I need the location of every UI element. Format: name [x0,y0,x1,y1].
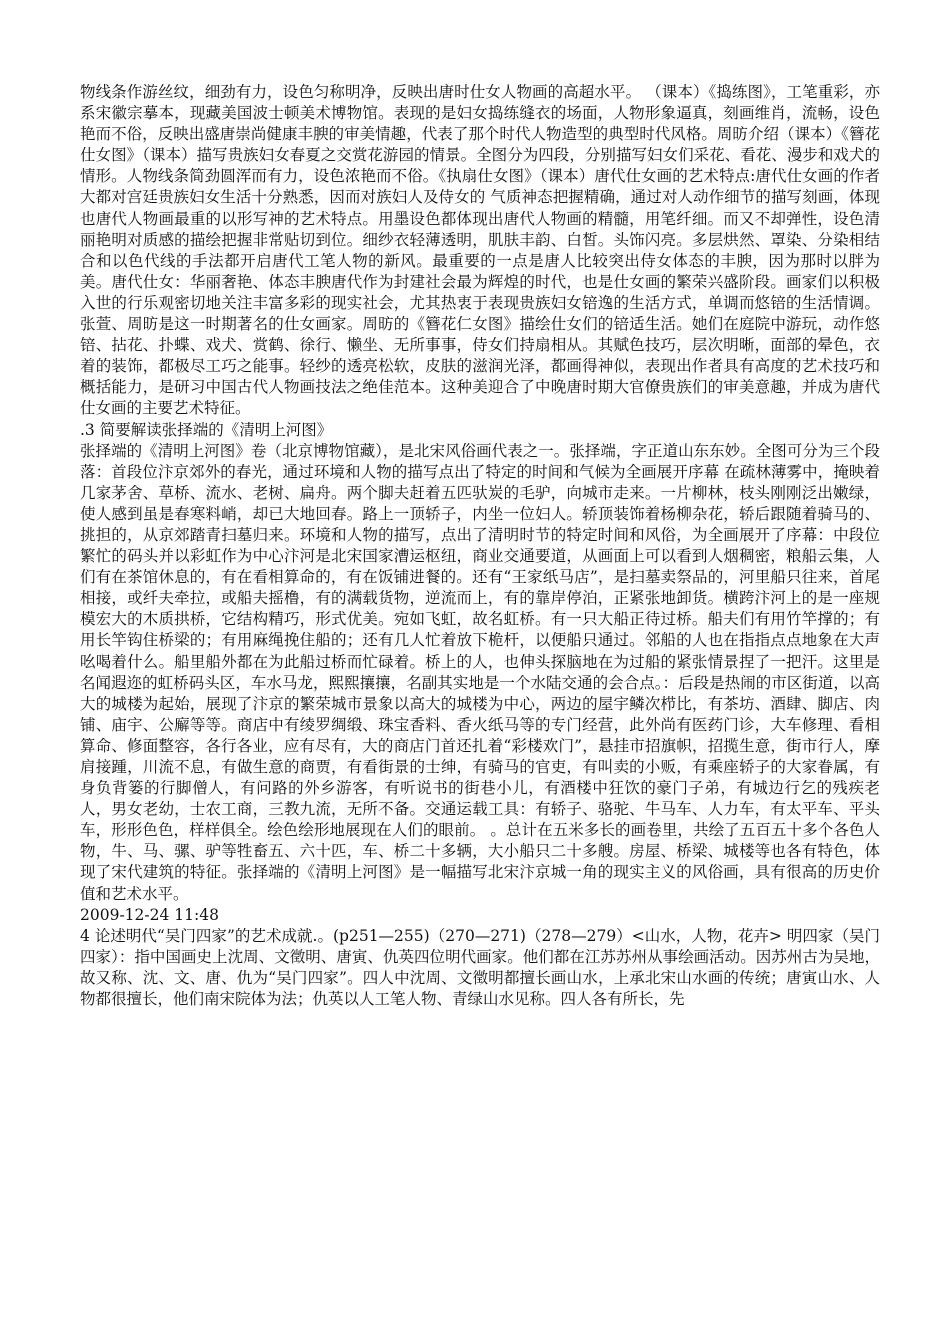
paragraph-qingming: 张择端的《清明上河图》卷（北京博物馆藏），是北宋风俗画代表之一。张择端，字正道山东东妙。全图可分为三个段落：首段位汴京郊外的春光，通过环境和人物的描写点出了特定的时间和气候为全画展开序幕 在疏林薄雾中，掩映着几家茅舍、草桥、流水、老树、扁舟。两个脚夫赶着五匹驮炭的毛驴，向城市走来。一片柳林，枝头刚刚泛出嫩绿，使人感到虽是春寒料峭，却已大地回春。路上一顶轿子，内坐一位妇人。轿顶装饰着杨柳杂花，轿后跟随着骑马的、挑担的，从京郊踏青扫墓归来。环境和人物的描写，点出了清明时节的特定时间和风俗，为全画展开了序幕：中段位繁忙的码头并以彩虹作为中心汴河是北宋国家漕运枢纽，商业交通要道，从画面上可以看到人烟稠密，粮船云集，人们有在茶馆休息的，有在看相算命的，有在饭铺进餐的。还有“王家纸马店”，是扫墓卖祭品的，河里船只往来，首尾相接，或纤夫牵拉，或船夫摇橹，有的满载货物，逆流而上，有的靠岸停泊，正紧张地卸货。横跨汴河上的是一座规模宏大的木质拱桥，它结构精巧，形式优美。宛如飞虹，故名虹桥。有一只大船正待过桥。船夫们有用竹竿撑的；有用长竿钩住桥梁的；有用麻绳挽住船的；还有几人忙着放下桅杆，以便船只通过。邻船的人也在指指点点地象在大声吆喝着什么。船里船外都在为此船过桥而忙碌着。桥上的人，也伸头探脑地在为过船的紧张情景捏了一把汗。这里是名闻遐迩的虹桥码头区，车水马龙，熙熙攘攘，名副其实地是一个水陆交通的会合点。：后段是热闹的市区街道，以高大的城楼为起始，展现了汴京的繁荣城市景象以高大的城楼为中心，两边的屋宇鳞次栉比，有茶坊、酒肆、脚店、肉铺、庙宇、公廨等等。商店中有绫罗绸缎、珠宝香料、香火纸马等的专门经营，此外尚有医药门诊，大车修理、看相算命、修面整容，各行各业，应有尽有，大的商店门首还扎着“彩楼欢门”，悬挂市招旗帜，招揽生意，街市行人，摩肩接踵，川流不息，有做生意的商贾，有看街景的士绅，有骑马的官吏，有叫卖的小贩，有乘座轿子的大家眷属，有身负背篓的行脚僧人，有问路的外乡游客，有听说书的街巷小儿，有酒楼中狂饮的豪门子弟，有城边行乞的残疾老人，男女老幼，士农工商，三教九流，无所不备。交通运载工具：有轿子、骆驼、牛马车、人力车，有太平车、平头车，形形色色，样样俱全。绘色绘形地展现在人们的眼前。 。总计在五米多长的画卷里，共绘了五百五十多个各色人物，牛、马、骡、驴等牲畜五、六十匹，车、桥二十多辆，大小船只二十多艘。房屋、桥梁、城楼等也各有特色，体现了宋代建筑的特征。张择端的《清明上河图》是一幅描写北宋汴京城一角的现实主义的风俗画，具有很高的历史价值和艺术水平。 [80,441,880,903]
document-body [80,82,880,1010]
paragraph-tang-ladies: 物线条作游丝纹，细劲有力，设色匀称明净，反映出唐时仕女人物画的高超水平。 （课本）《捣练图》，工笔重彩，亦系宋徽宗摹本，现藏美国波士顿美术博物馆。表现的是妇女捣练缝衣的场面，人物形象逼真，刻画维肖，流畅，设色艳而不俗，反映出盛唐崇尚健康丰腴的审美情趣，代表了那个时代人物造型的典型时代风格。周昉介绍（课本）《簪花仕女图》（课本）描写贵族妇女春夏之交赏花游园的情景。全图分为四段，分别描写妇女们采花、看花、漫步和戏犬的情形。人物线条简劲圆浑而有力，设色浓艳而不俗。《执扇仕女图》（课本）唐代仕女画的艺术特点:唐代仕女画的作者大都对宫廷贵族妇女生活十分熟悉，因而对族妇人及侍女的 气质神态把握精确，通过对人动作细节的描写刻画，体现也唐代人物画最重的以形写神的艺术特点。用墨设色都体现出唐代人物画的精髓，用笔纤细。而又不却弹性，设色清丽艳明对质感的描绘把握非常贴切到位。细纱衣轻薄透明，肌肤丰韵、白皙。头饰闪亮。多层烘然、罩染、分染相结合和以色代线的手法都开启唐代工笔人物的新风。最重要的一点是唐人比较突出侍女体态的丰腴，因为那时以胖为美。唐代仕女：华丽奢艳、体态丰腴唐代作为封建社会最为辉煌的时代，也是仕女画的繁荣兴盛阶段。画家们以积极入世的行乐观密切地关注丰富多彩的现实社会，尤其热衷于表现贵族妇女锫逸的生活方式，单调而悠锫的生活情调。张萱、周昉是这一时期著名的仕女画家。周昉的《簪花仁女图》描绘仕女们的锫适生活。她们在庭院中游玩，动作悠锫、拈花、扑蝶、戏犬、赏鹤、徐行、懒坐、无所事事，侍女们持扇相从。其赋色技巧，层次明晰，面部的晕色，衣着的装饰，都极尽工巧之能事。轻纱的透亮松软，皮肤的滋润光泽，都画得神似，表现出作者具有高度的艺术技巧和概括能力，是研习中国古代人物画技法之绝佳范本。这种美迎合了中晚唐时期大官僚贵族们的审美意趣，并成为唐代仕女画的主要艺术特征。 [80,83,880,418]
paragraph-wumen-four-masters: 4 论述明代“吴门四家”的艺术成就.。(p251—255)（270—271)（278—279）<山水，人物，花卉> 明四家（吴门四家）：指中国画史上沈周、文徵明、唐寅、仇英四位明代画家。他们都在江苏苏州从事绘画活动。因苏州古为吴地，故又称、沈、文、唐、仇为“吴门四家”。四人中沈周、文徵明都擅长画山水，上承北宋山水画的传统；唐寅山水、人物都很擅长，他们南宋院体为法；仇英以人工笔人物、青绿山水见称。四人各有所长，先 [80,926,880,1009]
section-heading-qingming: .3 简要解读张择端的《清明上河图》 [80,420,333,439]
timestamp: 2009-12-24 11:48 [80,905,219,924]
